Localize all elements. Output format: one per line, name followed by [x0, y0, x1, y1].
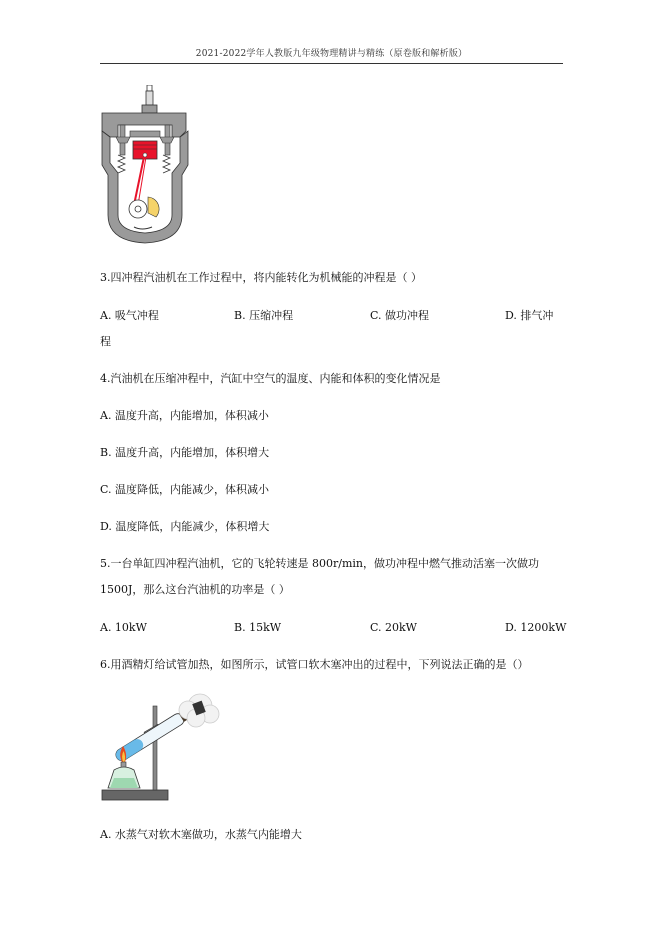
question-6-stem: 6.用酒精灯给试管加热，如图所示，试管口软木塞冲出的过程中，下列说法正确的是（）: [100, 658, 529, 671]
question-5-option-d: D. 1200kW: [505, 621, 567, 634]
question-5-option-a: A. 10kW: [100, 621, 147, 634]
question-5-option-c: C. 20kW: [370, 621, 417, 634]
question-6-option-a: A. 水蒸气对软木塞做功，水蒸气内能增大: [100, 828, 302, 841]
question-3-option-b: B. 压缩冲程: [234, 309, 294, 322]
header-rule: [100, 63, 563, 64]
question-4-option-c: C. 温度降低，内能减少，体积减小: [100, 483, 270, 496]
question-3-option-d: D. 排气冲: [505, 309, 554, 322]
question-3-option-c: C. 做功冲程: [370, 309, 430, 322]
question-3-stem: 3.四冲程汽油机在工作过程中，将内能转化为机械能的冲程是（ ）: [100, 271, 422, 284]
question-4-stem: 4.汽油机在压缩冲程中，汽缸中空气的温度、内能和体积的变化情况是: [100, 372, 441, 385]
question-5-stem-line1: 5.一台单缸四冲程汽油机，它的飞轮转速是 800r/min，做功冲程中燃气推动活塞一次做功: [100, 557, 539, 570]
question-4-option-d: D. 温度降低，内能减少，体积增大: [100, 520, 270, 533]
question-5-option-b: B. 15kW: [234, 621, 282, 634]
question-3-option-a: A. 吸气冲程: [100, 309, 159, 322]
page-header: 2021-2022学年人教版九年级物理精讲与精练（原卷版和解析版）: [195, 49, 468, 59]
engine-cylinder-diagram-icon: [100, 85, 190, 245]
question-4-option-b: B. 温度升高，内能增加，体积增大: [100, 446, 270, 459]
question-3-option-d-wrap: 程: [100, 335, 111, 348]
question-5-stem-line2: 1500J，那么这台汽油机的功率是（ ）: [100, 583, 290, 596]
question-4-option-a: A. 温度升高，内能增加，体积减小: [100, 409, 269, 422]
test-tube-heating-diagram-icon: [100, 686, 225, 804]
